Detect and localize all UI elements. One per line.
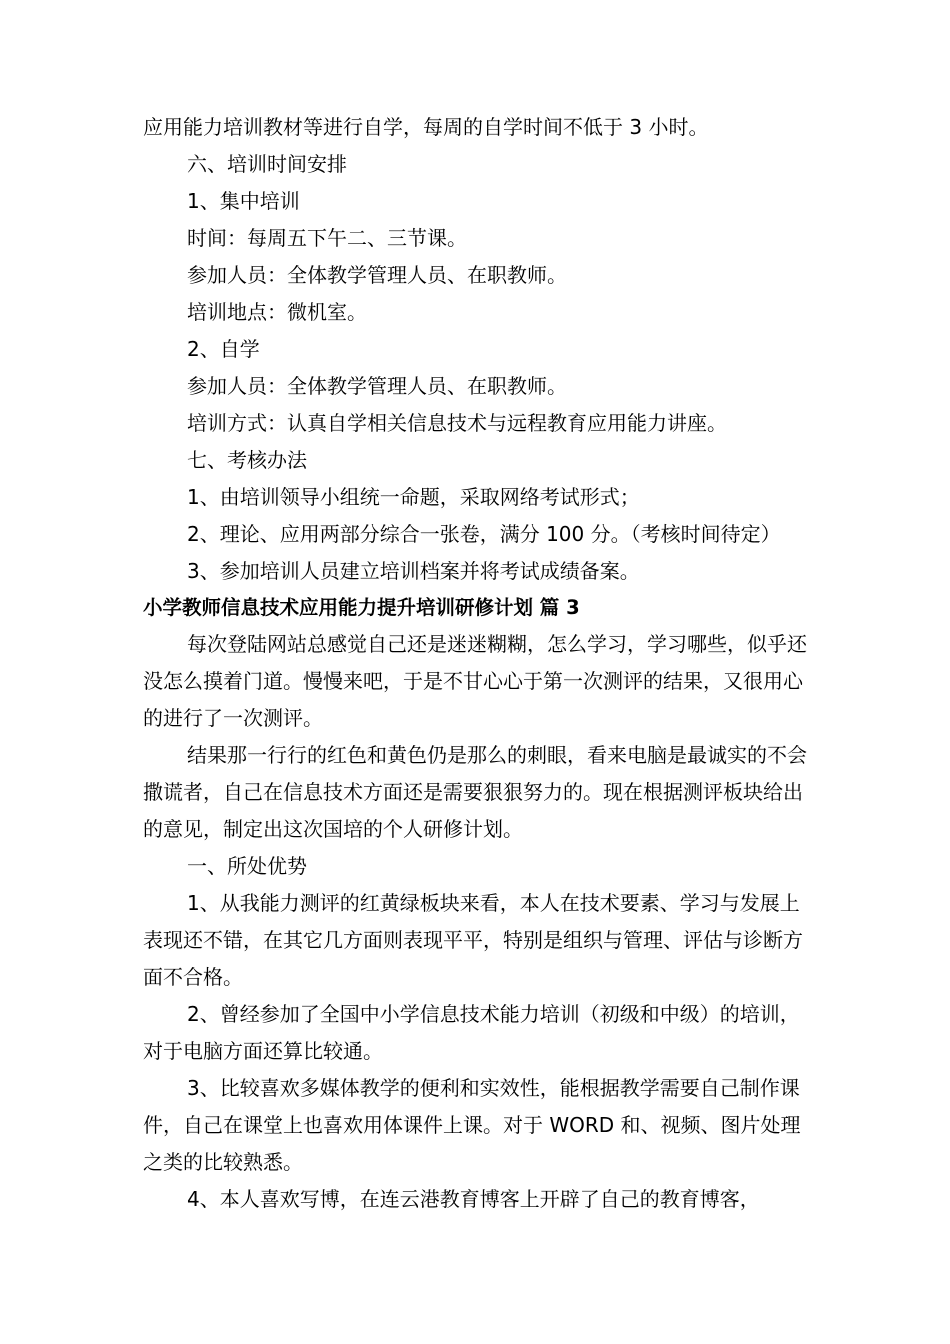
text-line: 1、由培训领导小组统一命题，采取网络考试形式； — [187, 485, 640, 509]
article-heading: 小学教师信息技术应用能力提升培训研修计划 篇 3 — [143, 596, 580, 619]
subsection-self-study: 2、自学 — [187, 337, 260, 361]
paragraph: 3、比较喜欢多媒体教学的便利和实效性，能根据教学需要自己制作课件，自己在课堂上也喜欢用体课件上课。对于 WORD 和、视频、图片处理之类的比较熟悉。 — [143, 1076, 801, 1174]
text-line: 时间：每周五下午二、三节课。 — [187, 226, 467, 250]
section-title-assessment: 七、考核办法 — [187, 448, 307, 472]
paragraph: 1、从我能力测评的红黄绿板块来看，本人在技术要素、学习与发展上表现还不错，在其它几方面则表现平平，特别是组织与管理、评估与诊断方面不合格。 — [143, 891, 803, 989]
section-title-advantages: 一、所处优势 — [187, 854, 307, 878]
paragraph: 每次登陆网站总感觉自己还是迷迷糊糊，怎么学习，学习哪些，似乎还没怎么摸着门道。慢慢来吧，于是不甘心心于第一次测评的结果，又很用心的进行了一次测评。 — [143, 632, 807, 730]
paragraph: 4、本人喜欢写博，在连云港教育博客上开辟了自己的教育博客， — [187, 1187, 760, 1211]
text-line: 参加人员：全体教学管理人员、在职教师。 — [187, 374, 567, 398]
text-line: 培训地点：微机室。 — [187, 300, 367, 324]
subsection-centralized-training: 1、集中培训 — [187, 189, 300, 213]
paragraph: 2、曾经参加了全国中小学信息技术能力培训（初级和中级）的培训，对于电脑方面还算比较通。 — [143, 1002, 800, 1063]
text-line: 3、参加培训人员建立培训档案并将考试成绩备案。 — [187, 559, 640, 583]
document-body — [143, 109, 808, 1218]
paragraph: 结果那一行行的红色和黄色仍是那么的刺眼，看来电脑是最诚实的不会撒谎者，自己在信息技术方面还是需要狠狠努力的。现在根据测评板块给出的意见，制定出这次国培的个人研修计划。 — [143, 743, 807, 841]
text-line: 培训方式：认真自学相关信息技术与远程教育应用能力讲座。 — [187, 411, 727, 435]
text-line: 应用能力培训教材等进行自学，每周的自学时间不低于 3 小时。 — [143, 115, 709, 139]
section-title-training-schedule: 六、培训时间安排 — [187, 152, 347, 176]
text-line: 参加人员：全体教学管理人员、在职教师。 — [187, 263, 567, 287]
text-line: 2、理论、应用两部分综合一张卷，满分 100 分。（考核时间待定） — [187, 522, 781, 546]
